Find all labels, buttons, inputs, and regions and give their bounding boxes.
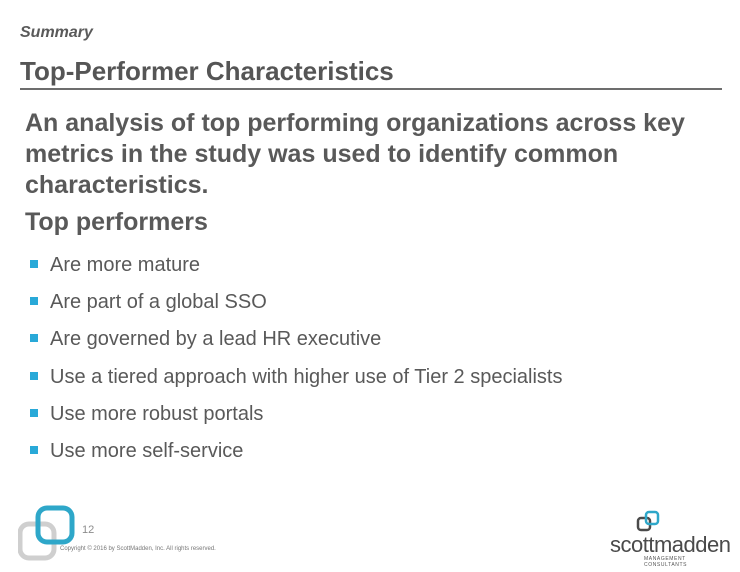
subheading: Top performers bbox=[25, 208, 208, 236]
brand-name: scottmadden bbox=[610, 532, 731, 557]
title-divider bbox=[20, 88, 722, 90]
lead-paragraph: An analysis of top performing organizations across key metrics in the study was used to identify common characteristics. bbox=[25, 109, 685, 199]
section-kicker: Summary bbox=[20, 24, 93, 41]
list-item bbox=[30, 399, 710, 436]
list-item-text: Use more self-service bbox=[50, 439, 244, 462]
list-item bbox=[30, 324, 710, 361]
list-item bbox=[30, 362, 710, 399]
bullet-icon bbox=[30, 260, 38, 268]
list-item-text: Use more robust portals bbox=[50, 402, 264, 425]
bullet-icon bbox=[30, 334, 38, 342]
brand-tagline: MANAGEMENT CONSULTANTS bbox=[644, 556, 688, 568]
list-item-text: Are part of a global SSO bbox=[50, 291, 267, 314]
bullet-icon bbox=[30, 446, 38, 454]
bullet-list bbox=[30, 250, 710, 473]
list-item bbox=[30, 436, 710, 473]
brand-logo bbox=[598, 510, 731, 570]
list-item-text: Are governed by a lead HR executive bbox=[50, 328, 382, 351]
bullet-icon bbox=[30, 409, 38, 417]
page-number: 12 bbox=[82, 524, 95, 536]
copyright-text: Copyright © 2016 by ScottMadden, Inc. All rights reserved. bbox=[60, 546, 216, 552]
bullet-icon bbox=[30, 297, 38, 305]
list-item-text: Are more mature bbox=[50, 254, 201, 276]
list-item-text: Use a tiered approach with higher use of Tier 2 specialists bbox=[50, 365, 563, 388]
brand-mark-icon bbox=[636, 510, 662, 534]
list-item bbox=[30, 287, 710, 324]
footer-logo-icon bbox=[18, 504, 78, 564]
bullet-icon bbox=[30, 372, 38, 380]
page-title: Top-Performer Characteristics bbox=[20, 56, 394, 86]
list-item bbox=[30, 250, 710, 287]
